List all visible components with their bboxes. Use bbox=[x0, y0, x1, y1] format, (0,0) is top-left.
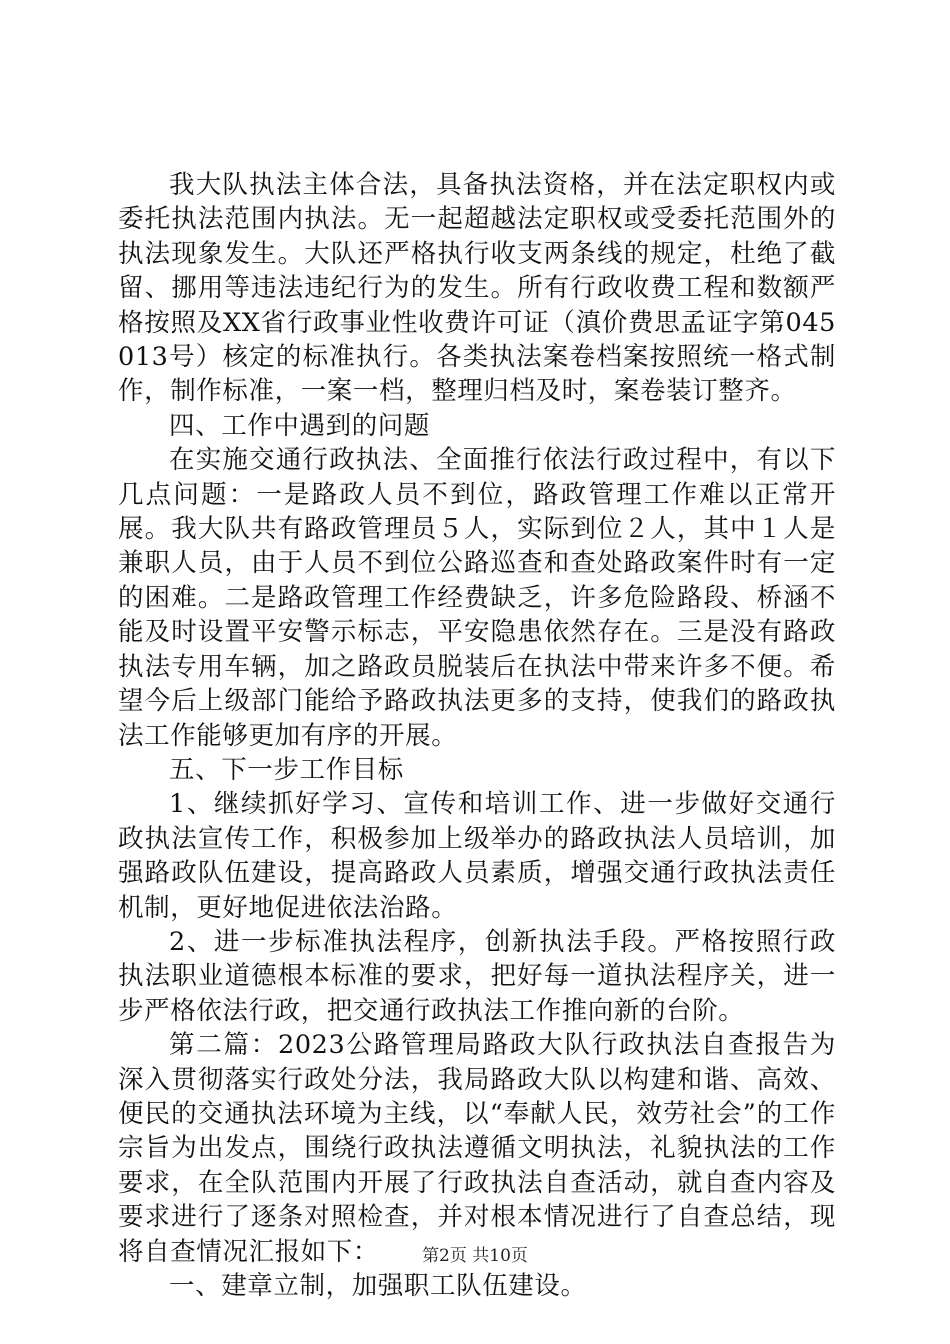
section-heading-next-goals: 五、下一步工作目标 bbox=[169, 754, 404, 785]
paragraph-problems: 在实施交通行政执法、全面推行依法行政过程中，有以下几点问题：一是路政人员不到位，路政管理工作难以正常开展。我大队共有路政管理员５人，实际到位２人，其中１人是兼职人员，由于人员不到位公路巡查和查处路政案件时有一定的困难。二是路政管理工作经费缺乏，许多危险路段、桥涵不能及时设置平安警示标志，平安隐患依然存在。三是没有路政执法专用车辆，加之路政员脱装后在执法中带来许多不便。希望今后上级部门能给予路政执法更多的支持，使我们的路政执法工作能够更加有序的开展。 bbox=[118, 445, 836, 751]
paragraph-goal-1: 1、继续抓好学习、宣传和培训工作、进一步做好交通行政执法宣传工作，积极参加上级举办的路政执法人员培训，加强路政队伍建设，提高路政人员素质，增强交通行政执法责任机制，更好地促进依法治路。 bbox=[118, 789, 836, 923]
paragraph-goal-2: 2、进一步标准执法程序，创新执法手段。严格按照行政执法职业道德根本标准的要求，把好每一道执法程序关，进一步严格依法行政，把交通行政执法工作推向新的台阶。 bbox=[118, 926, 836, 1026]
page-footer: 第2页 共10页 bbox=[422, 1246, 528, 1266]
paragraph-enforcement-legality: 我大队执法主体合法，具备执法资格，并在法定职权内或委托执法范围内执法。无一起超越法定职权或受委托范围外的执法现象发生。大队还严格执行收支两条线的规定，杜绝了截留、挪用等违法违纪行为的发生。所有行政收费工程和数额严格按照及XX省行政事业性收费许可证（滇价费思孟证字第045013号）核定的标准执行。各类执法案卷档案按照统一格式制作，制作标准，一案一档，整理归档及时，案卷装订整齐。 bbox=[118, 170, 836, 407]
paragraph-second-article: 第二篇：2023公路管理局路政大队行政执法自查报告为深入贯彻落实行政处分法，我局路政大队以构建和谐、高效、便民的交通执法环境为主线，以“奉献人民，效劳社会”的工作宗旨为出发点，围绕行政执法遵循文明执法，礼貌执法的工作要求，在全队范围内开展了行政执法自查活动，就自查内容及要求进行了逐条对照检查，并对根本情况进行了自查总结，现将自查情况汇报如下： bbox=[118, 1030, 836, 1267]
section-heading-rules: 一、建章立制，加强职工队伍建设。 bbox=[169, 1271, 587, 1301]
document-body bbox=[118, 168, 836, 1303]
section-heading-problems: 四、工作中遇到的问题 bbox=[169, 410, 431, 441]
